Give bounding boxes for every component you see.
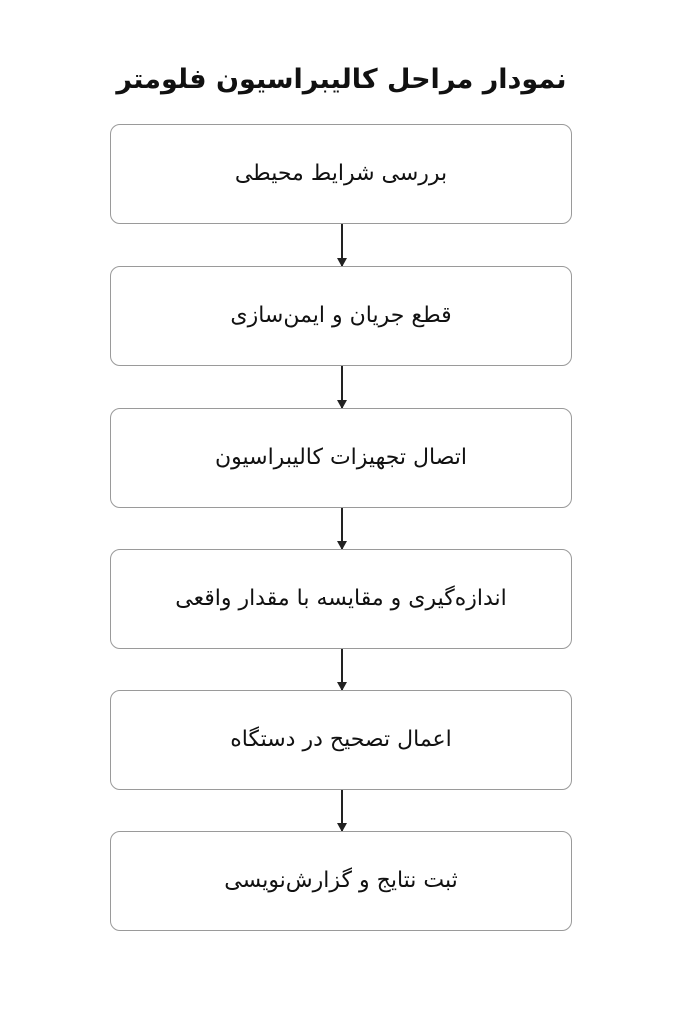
step-environment-check: بررسی شرایط محیطی [110, 124, 572, 224]
step-apply-correction: اعمال تصحیح در دستگاه [110, 690, 572, 790]
arrow-step-1-to-2 [341, 224, 343, 266]
arrow-step-5-to-6 [341, 790, 343, 831]
step-measure-and-compare: اندازه‌گیری و مقایسه با مقدار واقعی [110, 549, 572, 649]
diagram-title: نمودار مراحل کالیبراسیون فلومتر [116, 64, 567, 95]
arrow-step-2-to-3 [341, 366, 343, 408]
arrow-step-4-to-5 [341, 649, 343, 690]
arrow-step-3-to-4 [341, 508, 343, 549]
step-flow-cutoff-safety: قطع جریان و ایمن‌سازی [110, 266, 572, 366]
step-record-and-report: ثبت نتایج و گزارش‌نویسی [110, 831, 572, 931]
step-connect-calibration-equipment: اتصال تجهیزات کالیبراسیون [110, 408, 572, 508]
